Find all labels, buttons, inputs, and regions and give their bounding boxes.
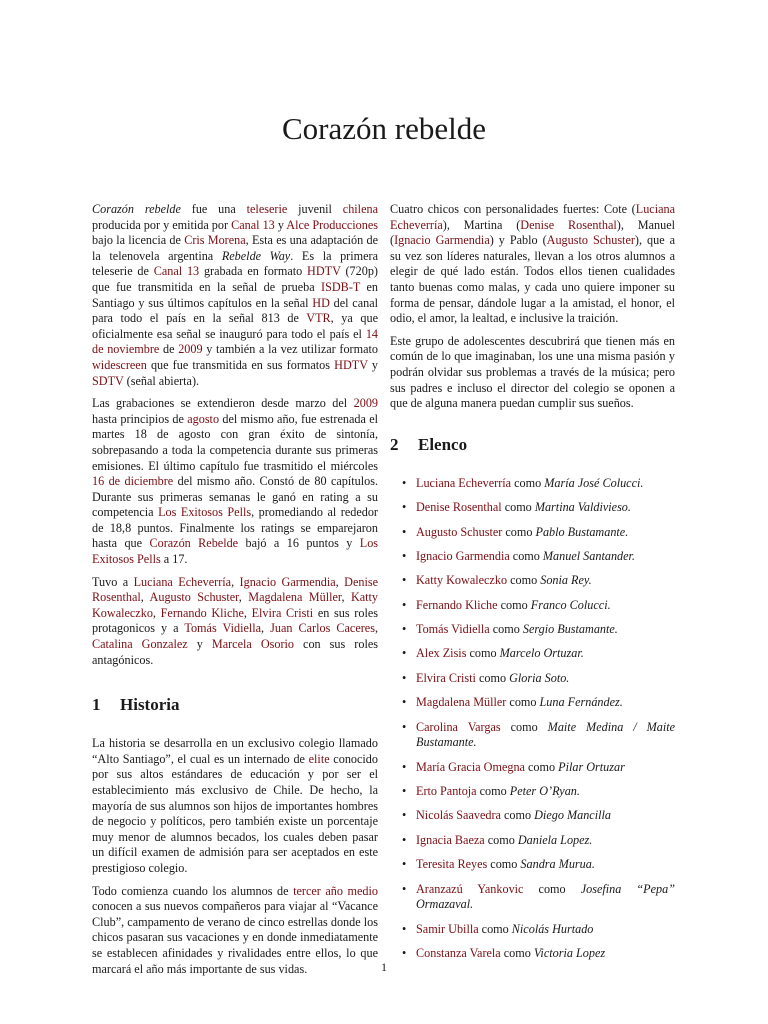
actor-link[interactable]: Erto Pantoja bbox=[416, 784, 477, 798]
text-run: conocido por sus altos estándares de educación y por ser el establecimiento más exclusivo de Chile. De hecho, la mayoría de sus alumnos son hijos de importantes hombres de negocio y políticos, pero también existe un porcentaje muy menor de alumnos becados, los cuales deben pasar un difícil examen de admisión para ser aceptados en este prestigioso colegio. bbox=[92, 751, 378, 875]
cast-list-item bbox=[416, 500, 675, 516]
cast-list-item bbox=[416, 622, 675, 638]
text-run: , bbox=[140, 590, 150, 605]
cast-list-item bbox=[416, 882, 675, 913]
cast-connector: como bbox=[514, 475, 545, 490]
section-number: 1 bbox=[92, 695, 101, 715]
text-run: Las grabaciones se extendieron desde marzo del bbox=[92, 396, 354, 411]
character-name: Victoria Lopez bbox=[533, 945, 606, 960]
wiki-link[interactable]: Katty Kowaleczko bbox=[92, 590, 379, 620]
text-run: (720p) que fue transmitida en la señal de prueba bbox=[92, 264, 378, 294]
cast-connector: como bbox=[487, 832, 518, 847]
actor-link[interactable]: Aranzazú Yankovic bbox=[416, 881, 524, 896]
text-run: con sus roles antagónicos. bbox=[92, 637, 378, 667]
cast-connector: como bbox=[512, 548, 543, 563]
wiki-link[interactable]: tercer año medio bbox=[293, 883, 378, 898]
text-run: , bbox=[374, 621, 378, 636]
wiki-link[interactable]: Marcela Osorio bbox=[211, 637, 294, 652]
cast-list-item bbox=[416, 922, 675, 938]
text-run: hasta principios de bbox=[92, 411, 188, 426]
character-name: Diego Mancilla bbox=[534, 808, 611, 823]
historia-paragraph-1 bbox=[92, 736, 378, 876]
left-column bbox=[92, 202, 378, 984]
wiki-link[interactable]: HD bbox=[312, 295, 330, 310]
cast-list-item bbox=[416, 549, 675, 565]
text-run: . Es la primera teleserie de bbox=[92, 248, 378, 279]
actor-link[interactable]: María Gracia Omegna bbox=[416, 759, 525, 774]
historia-paragraph-3 bbox=[390, 202, 675, 327]
intro-paragraph-2 bbox=[92, 396, 378, 568]
cast-list-item bbox=[416, 784, 675, 800]
text-run: y bbox=[274, 217, 287, 232]
section-heading-elenco bbox=[390, 434, 675, 456]
actor-link[interactable]: Fernando Kliche bbox=[416, 597, 498, 612]
wiki-link[interactable]: widescreen bbox=[92, 357, 147, 372]
actor-link[interactable]: Elvira Cristi bbox=[416, 670, 476, 685]
cast-connector: como bbox=[481, 921, 512, 936]
cast-connector: como bbox=[538, 881, 581, 896]
text-run: del mismo año, fue estrenada el martes 18 de agosto con gran éxito de sintonía, sobrepasando a toda la competencia durante sus primeras emisiones. El último capítulo fue trasmitido el miércoles bbox=[92, 411, 378, 473]
wiki-link[interactable]: Elvira Cristi bbox=[251, 605, 314, 620]
text-run: , promediando al rededor de 18,8 puntos. Finalmente los ratings se emparejaron hasta que bbox=[92, 505, 378, 551]
actor-link[interactable]: Luciana Echeverría bbox=[416, 475, 512, 490]
text-run: en sus roles protagonicos y a bbox=[92, 605, 378, 636]
character-name: Pilar Ortuzar bbox=[558, 759, 625, 774]
cast-connector: como bbox=[479, 784, 510, 798]
right-column bbox=[390, 202, 675, 970]
text-run: y bbox=[367, 357, 379, 372]
character-name: Gloria Soto. bbox=[509, 670, 570, 685]
text-run: La historia se desarrolla en un exclusivo colegio llamado “Alto Santiago”, el cual es un internado de bbox=[92, 736, 378, 766]
text-run: , bbox=[231, 574, 240, 589]
page-number: 1 bbox=[381, 960, 387, 974]
text-run: ), Martina ( bbox=[442, 217, 521, 232]
wiki-link[interactable]: teleserie bbox=[246, 202, 288, 216]
actor-link[interactable]: Carolina Vargas bbox=[416, 719, 501, 734]
actor-link[interactable]: Nicolás Saavedra bbox=[416, 808, 501, 823]
wiki-link[interactable]: 16 de diciembre bbox=[92, 474, 174, 489]
actor-link[interactable]: Constanza Varela bbox=[416, 945, 501, 960]
wiki-link[interactable]: Ignacio Garmendia bbox=[394, 233, 490, 248]
section-number: 2 bbox=[390, 434, 399, 454]
text-run: del canal para todo el país en la señal 813 de bbox=[92, 295, 378, 326]
cast-list-item bbox=[416, 857, 675, 873]
text-run: , bbox=[238, 590, 249, 605]
section-title: Elenco bbox=[418, 434, 468, 454]
character-name: Maite Medina / Maite Bustamante. bbox=[416, 719, 676, 750]
wiki-link[interactable]: HDTV bbox=[307, 264, 341, 279]
cast-list-item bbox=[416, 808, 675, 824]
cast-list-item bbox=[416, 476, 675, 492]
cast-connector: como bbox=[510, 573, 541, 588]
wiki-link[interactable]: Denise Rosenthal bbox=[92, 574, 378, 605]
wiki-link[interactable]: Tomás Vidiella bbox=[184, 621, 262, 636]
text-run: Tuvo a bbox=[92, 574, 134, 589]
text-run: ), Manuel ( bbox=[390, 217, 675, 248]
cast-list-item bbox=[416, 525, 675, 541]
cast-list bbox=[390, 476, 675, 962]
cast-connector: como bbox=[490, 857, 521, 872]
text-run: Todo comienza cuando los alumnos de bbox=[92, 883, 294, 898]
text-run: fue una bbox=[180, 202, 247, 216]
text-run: en Santiago y sus últimos capítulos en la señal bbox=[92, 279, 378, 310]
intro-paragraph-3 bbox=[92, 575, 378, 669]
text-run: Cuatro chicos con personalidades fuertes: Cote ( bbox=[390, 202, 636, 216]
section-heading-historia bbox=[92, 694, 378, 716]
character-name: Pablo Bustamante. bbox=[535, 524, 629, 539]
text-run: a 17. bbox=[160, 552, 188, 567]
wiki-link[interactable]: Juan Carlos Caceres bbox=[270, 621, 375, 636]
character-name: Martina Valdivieso. bbox=[534, 500, 631, 515]
actor-link[interactable]: Denise Rosenthal bbox=[416, 500, 502, 515]
character-name: Franco Colucci. bbox=[530, 597, 611, 612]
cast-list-item bbox=[416, 760, 675, 776]
italic-text: Rebelde Way bbox=[221, 248, 291, 263]
actor-link[interactable]: Katty Kowaleczko bbox=[416, 573, 508, 588]
text-run: que fue transmitida en sus formatos bbox=[146, 357, 335, 372]
wiki-link[interactable]: Denise Rosenthal bbox=[520, 217, 617, 232]
wiki-link[interactable]: Los Exitosos Pells bbox=[92, 536, 379, 567]
character-name: Marcelo Ortuzar. bbox=[499, 646, 584, 661]
wiki-link[interactable]: 14 de noviembre bbox=[92, 326, 378, 357]
wiki-link[interactable]: agosto bbox=[187, 411, 220, 426]
cast-list-item bbox=[416, 720, 675, 751]
cast-connector: como bbox=[528, 759, 559, 774]
character-name: Sergio Bustamante. bbox=[522, 622, 618, 637]
text-run: , ya que oficialmente esa señal se inauguró para todo el país el bbox=[92, 311, 378, 341]
cast-list-item bbox=[416, 671, 675, 687]
wiki-link[interactable]: Cris Morena bbox=[184, 233, 246, 248]
text-run: juvenil bbox=[287, 202, 343, 216]
wiki-link[interactable]: SDTV bbox=[92, 373, 124, 388]
intro-paragraph-1 bbox=[92, 202, 378, 389]
text-run: y bbox=[187, 637, 212, 652]
actor-link[interactable]: Ignacia Baeza bbox=[416, 832, 485, 847]
cast-connector: como bbox=[492, 622, 523, 637]
text-run: Este grupo de adolescentes descubrirá que tienen más en común de lo que imaginaban, los une una misma pasión y podrán olvidar sus problemas a través de la música; pero sus padres e incluso el director del colegio se oponen a que de alguna manera puedan cumplir sus sueños. bbox=[390, 333, 675, 411]
cast-connector: como bbox=[500, 597, 531, 612]
text-run: , bbox=[243, 605, 252, 620]
wiki-link[interactable]: VTR bbox=[306, 311, 331, 326]
cast-connector: como bbox=[505, 524, 536, 539]
wiki-link[interactable]: Alce Producciones bbox=[286, 217, 379, 232]
wiki-link[interactable]: ISDB-T bbox=[321, 279, 361, 294]
text-run: (señal abierta). bbox=[123, 373, 200, 388]
italic-text: Corazón rebelde bbox=[92, 202, 181, 216]
wiki-link[interactable]: Corazón Rebelde bbox=[149, 536, 239, 551]
text-run: ) y Pablo ( bbox=[489, 233, 547, 248]
cast-connector: como bbox=[509, 695, 540, 710]
wiki-link[interactable]: Luciana Echeverría bbox=[133, 574, 232, 589]
text-run: producida por y emitida por bbox=[92, 217, 232, 232]
cast-connector: como bbox=[503, 945, 534, 960]
actor-link[interactable]: Magdalena Müller bbox=[416, 695, 507, 710]
cast-list-item bbox=[416, 573, 675, 589]
wiki-link[interactable]: Fernando Kliche bbox=[160, 605, 244, 620]
wiki-link[interactable]: 2009 bbox=[178, 342, 203, 357]
text-run: , bbox=[341, 590, 351, 605]
character-name: Daniela Lopez. bbox=[517, 832, 593, 847]
section-title: Historia bbox=[120, 695, 180, 715]
wiki-link[interactable]: Canal 13 bbox=[231, 217, 275, 232]
character-name: Sandra Murua. bbox=[520, 857, 595, 872]
text-run: conocen a sus nuevos compañeros para viajar al “Vacance Club”, campamento de verano de cinco estrellas donde los chicos pasaran sus vacaciones y en donde inmediatamente se establecen afinidades y rivalidades entre ellos, lo que marcará el año más importante de sus vidas. bbox=[92, 899, 378, 976]
wiki-link[interactable]: Catalina Gonzalez bbox=[92, 637, 188, 652]
cast-connector: como bbox=[478, 670, 510, 685]
actor-link[interactable]: Augusto Schuster bbox=[416, 524, 503, 539]
actor-link[interactable]: Teresita Reyes bbox=[416, 857, 488, 872]
text-run: y también a la vez utilizar formato bbox=[202, 342, 378, 357]
page-title: Corazón rebelde bbox=[282, 111, 486, 146]
character-name: Josefina “Pepa” Ormazaval. bbox=[416, 881, 675, 912]
cast-connector: como bbox=[469, 646, 500, 661]
text-run: bajó a 16 puntos y bbox=[238, 536, 360, 551]
cast-connector: como bbox=[504, 808, 535, 823]
text-run: de bbox=[159, 342, 179, 357]
cast-list-item bbox=[416, 695, 675, 711]
text-run: bajo la licencia de bbox=[92, 233, 185, 248]
wiki-link[interactable]: Ignacio Garmendia bbox=[239, 574, 336, 589]
wiki-link[interactable]: Augusto Schuster bbox=[149, 590, 239, 605]
text-run: ), que a su vez son líderes naturales, llevan a los otros alumnos a elegir de qué lado están. Todos ellos tienen cualidades tanto buenas como malas, y cada uno quiere imponer su forma de pensar, dándole lugar a la amistad, el honor, el odio, el amor, la lealtad, e inclusive la traición. bbox=[390, 233, 675, 326]
cast-list-item bbox=[416, 598, 675, 614]
character-name: Nicolás Hurtado bbox=[511, 921, 594, 936]
character-name: María José Colucci. bbox=[544, 475, 644, 490]
actor-link[interactable]: Ignacio Garmendia bbox=[416, 548, 510, 563]
cast-connector: como bbox=[510, 719, 548, 734]
wiki-link[interactable]: Luciana Echeverría bbox=[390, 202, 675, 232]
actor-link[interactable]: Alex Zisis bbox=[416, 646, 467, 661]
text-run: , bbox=[261, 621, 271, 636]
text-run: , bbox=[335, 574, 345, 589]
character-name: Manuel Santander. bbox=[542, 548, 635, 563]
wiki-link[interactable]: HDTV bbox=[334, 357, 368, 372]
actor-link[interactable]: Tomás Vidiella bbox=[416, 622, 490, 637]
cast-list-item bbox=[416, 646, 675, 662]
text-run: del mismo año. Constó de 80 capítulos. Durante sus primeras semanas le ganó en rating a su competencia bbox=[92, 474, 378, 520]
wiki-link[interactable]: Los Exitosos Pells bbox=[158, 505, 252, 520]
character-name: Sonia Rey. bbox=[540, 573, 592, 588]
actor-link[interactable]: Samir Ubilla bbox=[416, 921, 479, 936]
cast-list-item bbox=[416, 833, 675, 849]
wiki-link[interactable]: Augusto Schuster bbox=[546, 233, 635, 248]
wiki-link[interactable]: chilena bbox=[342, 202, 378, 216]
wiki-link[interactable]: Magdalena Müller bbox=[248, 590, 342, 605]
wiki-link[interactable]: Canal 13 bbox=[153, 264, 200, 279]
historia-paragraph-4 bbox=[390, 334, 675, 412]
text-run: , Esta es una adaptación de la telenovela argentina bbox=[92, 233, 379, 263]
wiki-link[interactable]: 2009 bbox=[353, 396, 378, 411]
text-run: , bbox=[152, 605, 161, 620]
character-name: Peter O’Ryan. bbox=[509, 784, 580, 798]
cast-connector: como bbox=[504, 500, 535, 515]
character-name: Luna Fernández. bbox=[539, 695, 623, 710]
text-run: grabada en formato bbox=[199, 264, 308, 279]
wiki-link[interactable]: elite bbox=[308, 751, 330, 766]
